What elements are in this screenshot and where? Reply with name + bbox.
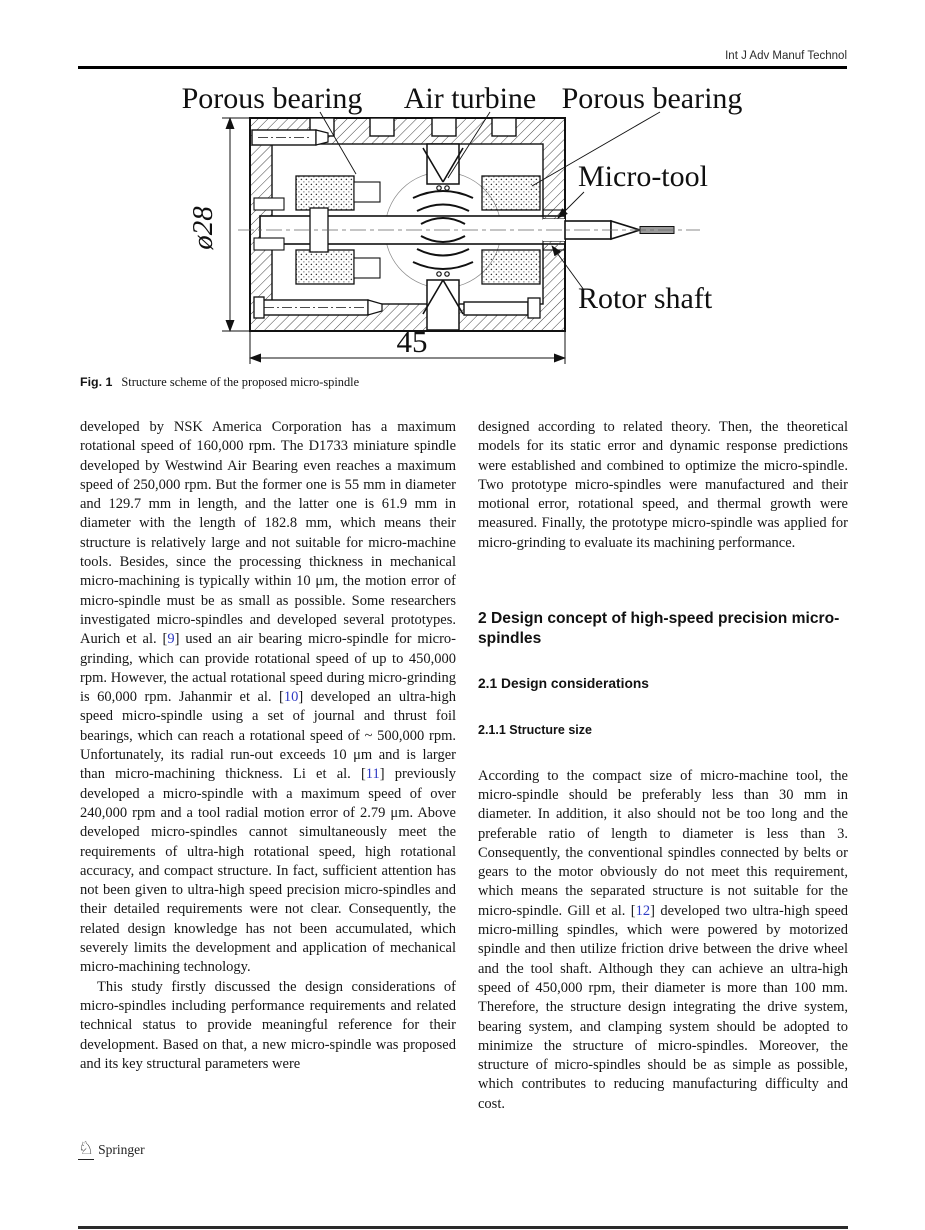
section-heading: 2 Design concept of high-speed precision micro-spindles	[478, 610, 840, 648]
figure-caption-text: Structure scheme of the proposed micro-spindle	[121, 375, 360, 389]
label-micro-tool: Micro-tool	[578, 160, 708, 193]
body-paragraph: developed by NSK America Corporation has a maximum rotational speed of 160,000 rpm. The D1733 miniature spindle developed by Westwind Air Bearing even reaches a maximum speed of 250,000 rpm. But the former one is 55 mm in diameter and 129.7 mm in length, and the latter one is 61.9 mm in diameter with the length of 182.8 mm, which means their structure is relatively large and not suitable for micro-machine tools. Besides, since the processing thickness in mechanical micro-machining is typically within 10 μm, the motion error of micro-spindle must be as small as possible. Some researchers investigated micro-spindles and developed several prototypes. Aurich et al. [9] used an air bearing micro-spindle for micro-grinding, which can provide rotational speed of up to 450,000 rpm. However, the actual rotational speed during micro-grinding is 60,000 rpm. Jahanmir et al. [10] developed an ultra-high speed micro-spindle using a set of journal and thrust foil bearings, which can reach a rotational speed of ~ 500,000 rpm. Unfortunately, its radial run-out exceeds 10 μm and is larger than micro-machining thickness. Li et al. [11] previously developed a micro-spindle with a maximum speed of over 240,000 rpm and a tool radial motion error of 2.79 μm. Above developed micro-spindles cannot simultaneously meet the requirements of ultra-high rotational speed, high rotational accuracy, and compact structure. In fact, sufficient attention has not been given to ultra-high speed precision micro-spindles and their detailed requirements were not clear. Consequently, the related design knowledge has not been accumulated, which severely limits the development and application of mechanical micro-machining technology.	[80, 419, 457, 976]
figure-1	[160, 78, 860, 370]
publisher-name: Springer	[98, 1142, 145, 1157]
left-column	[80, 418, 456, 1074]
label-porous-bearing-left: Porous bearing	[181, 82, 363, 115]
citation-ref[interactable]: 9	[167, 631, 175, 648]
citation-ref[interactable]: 10	[283, 689, 299, 706]
citation-ref[interactable]: 11	[365, 766, 380, 783]
header-rule	[78, 66, 847, 69]
body-paragraph: According to the compact size of micro-machine tool, the micro-spindle should be preferably less than 30 mm in diameter. In addition, it also should not be too long and the preferable ratio of length to diameter is less than 3. Consequently, the conventional spindles connected by belts or gears to the motor obviously do not meet this requirement, which means the separated structure is not suitable for the micro-spindle. Gill et al. [12] developed two ultra-high speed micro-milling spindles, which were powered by motorized spindle and then utilize friction drive between the drive wheel and the tool shaft. Although they can achieve an ultra-high speed of 450,000 rpm, their diameter is more than 100 mm. Therefore, the structure design integrating the drive system, bearing system, and clamping system should be adopted to minimize the structure of micro-spindles. Moreover, the structure of micro-spindles should be as simple as possible, which contributes to reducing manufacturing difficulty and cost.	[478, 767, 848, 1112]
springer-knight-icon: ♘	[78, 1138, 95, 1159]
figure-caption	[80, 375, 800, 390]
page-edge-line	[78, 1226, 848, 1229]
journal-name: Int J Adv Manuf Technol	[725, 50, 847, 62]
body-paragraph: designed according to related theory. Then, the theoretical models for its static error and dynamic response predictions were established and combined to optimize the micro-spindle. Two prototype micro-spindles were manufactured and their motional error, rotational speed, and thermal growth were measured. Finally, the prototype micro-spindle was applied for micro-grinding to evaluate its machining performance.	[478, 419, 848, 551]
dim-length-label: 45	[396, 324, 428, 359]
label-porous-bearing-right: Porous bearing	[561, 82, 743, 115]
subsection-heading: 2.1 Design considerations	[478, 676, 649, 692]
subsubsection-heading: 2.1.1 Structure size	[478, 723, 592, 738]
figure-caption-tag: Fig. 1	[80, 375, 113, 389]
dim-diameter-label: ø28	[187, 206, 219, 250]
label-air-turbine: Air turbine	[403, 82, 537, 115]
citation-ref[interactable]: 12	[635, 902, 651, 919]
micro-spindle-drawing	[160, 78, 860, 370]
figure-drawing	[222, 112, 700, 364]
body-paragraph: This study firstly discussed the design considerations of micro-spindles including performance requirements and related technical status to provide meaningful reference for their development. Based on that, a new micro-spindle was proposed and its key structural parameters were	[80, 978, 456, 1072]
label-rotor-shaft: Rotor shaft	[578, 282, 713, 315]
right-column	[478, 418, 848, 1114]
footer	[78, 1140, 145, 1160]
